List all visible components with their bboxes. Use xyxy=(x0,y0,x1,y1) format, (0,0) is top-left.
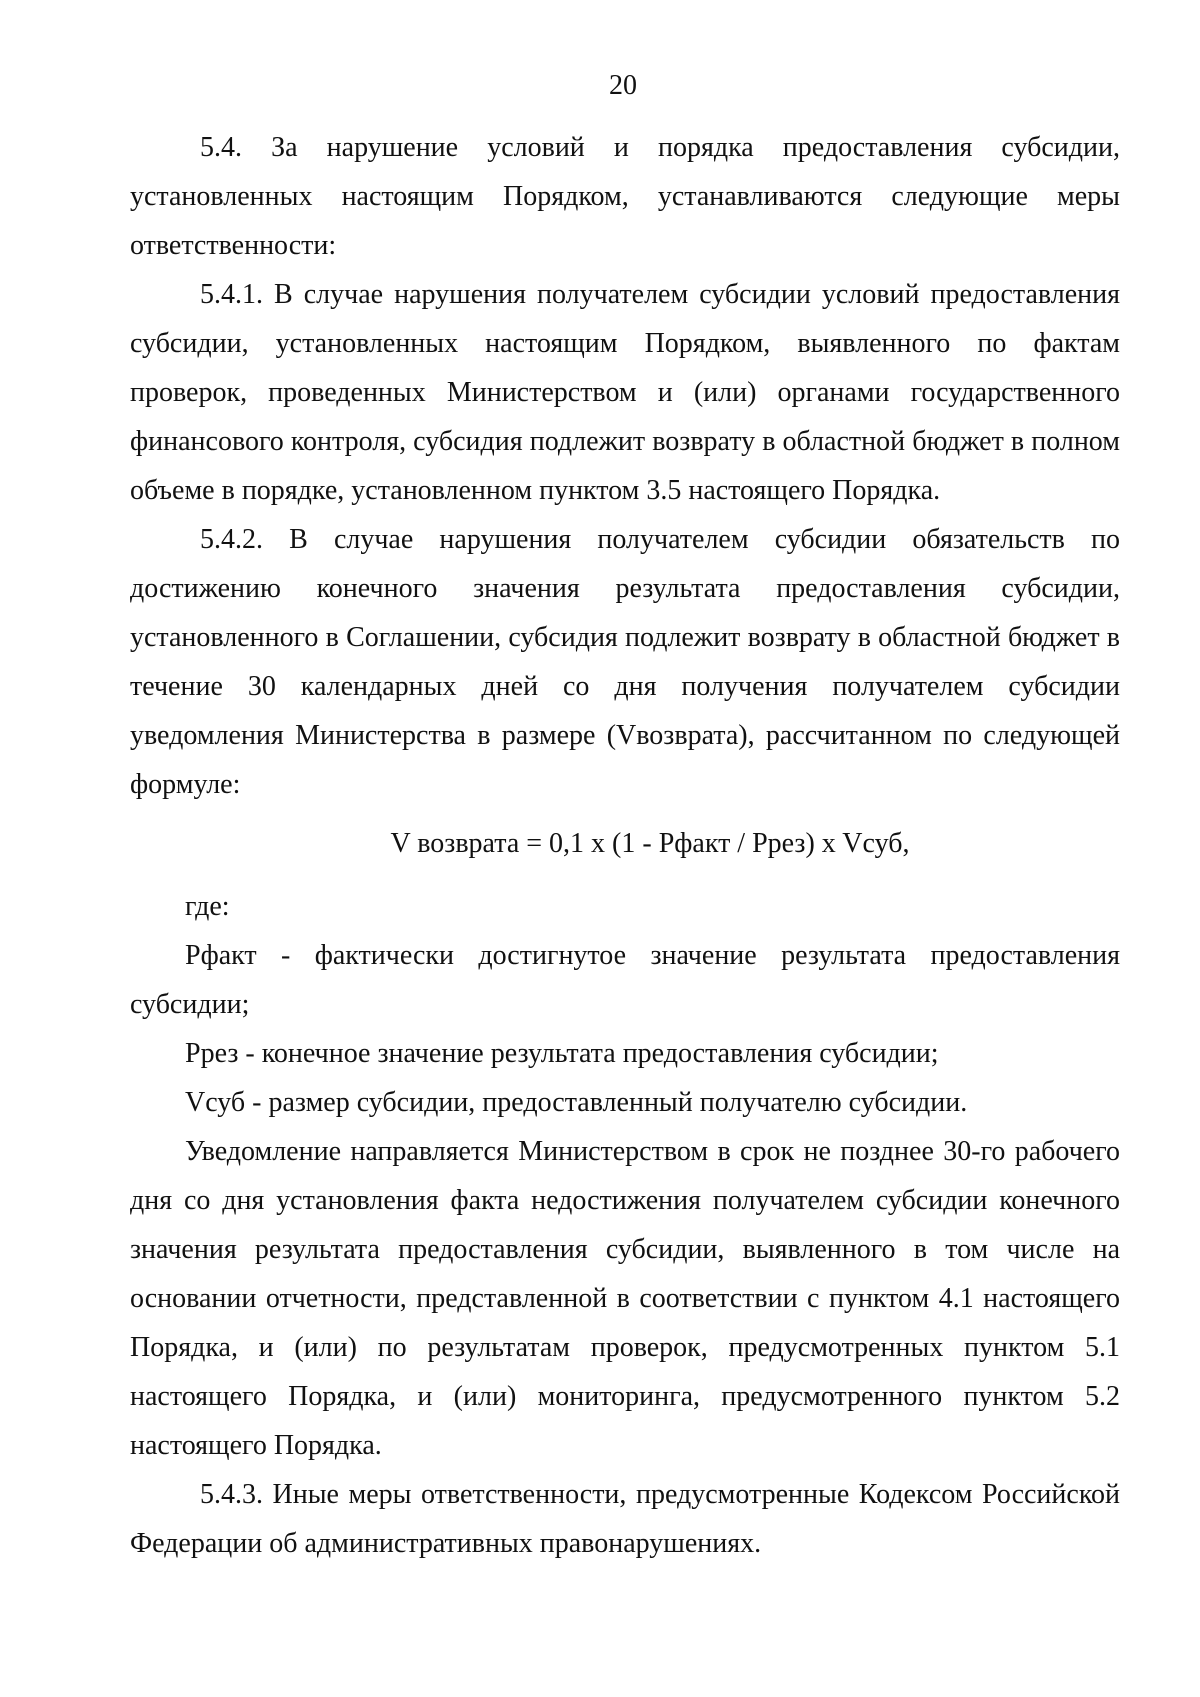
paragraph-5-4-2: 5.4.2. В случае нарушения получателем субсидии обязательств по достижению конечного значения результата предоставления субсидии, установленного в Соглашении, субсидия подлежит возврату в областной бюджет в течение 30 календарных дней со дня получения получателем субсидии уведомления Министерства в размере (Vвозврата), рассчитанном по следующей формуле: xyxy=(130,524,1120,800)
page-number: 20 xyxy=(609,70,637,101)
formula-text: V возврата = 0,1 x (1 - Рфакт / Ррез) x Vсуб, xyxy=(390,828,910,859)
paragraph-5-4-3: 5.4.3. Иные меры ответственности, предусмотренные Кодексом Российской Федерации об административных правонарушениях. xyxy=(130,1479,1120,1559)
definition-rfact: Рфакт - фактически достигнутое значение результата предоставления субсидии; xyxy=(130,940,1120,1020)
definition-rrez: Ррез - конечное значение результата предоставления субсидии; xyxy=(185,1038,939,1069)
paragraph-5-4: 5.4. За нарушение условий и порядка предоставления субсидии, установленных настоящим Порядком, устанавливаются следующие меры ответственности: xyxy=(130,132,1120,261)
formula-line xyxy=(130,809,1120,882)
where-label: где: xyxy=(185,891,230,922)
notice-paragraph: Уведомление направляется Министерством в срок не позднее 30-го рабочего дня со дня установления факта недостижения получателем субсидии конечного значения результата предоставления субсидии, выявленного в том числе на основании отчетности, представленной в соответствии с пунктом 4.1 настоящего Порядка, и (или) по результатам проверок, предусмотренных пунктом 5.1 настоящего Порядка, и (или) мониторинга, предусмотренного пунктом 5.2 настоящего Порядка. xyxy=(130,1136,1120,1461)
document-body xyxy=(130,123,1120,1568)
definition-vsub: Vсуб - размер субсидии, предоставленный получателю субсидии. xyxy=(185,1087,968,1118)
paragraph-5-4-1: 5.4.1. В случае нарушения получателем субсидии условий предоставления субсидии, установленных настоящим Порядком, выявленного по фактам проверок, проведенных Министерством и (или) органами государственного финансового контроля, субсидия подлежит возврату в областной бюджет в полном объеме в порядке, установленном пунктом 3.5 настоящего Порядка. xyxy=(130,279,1120,506)
